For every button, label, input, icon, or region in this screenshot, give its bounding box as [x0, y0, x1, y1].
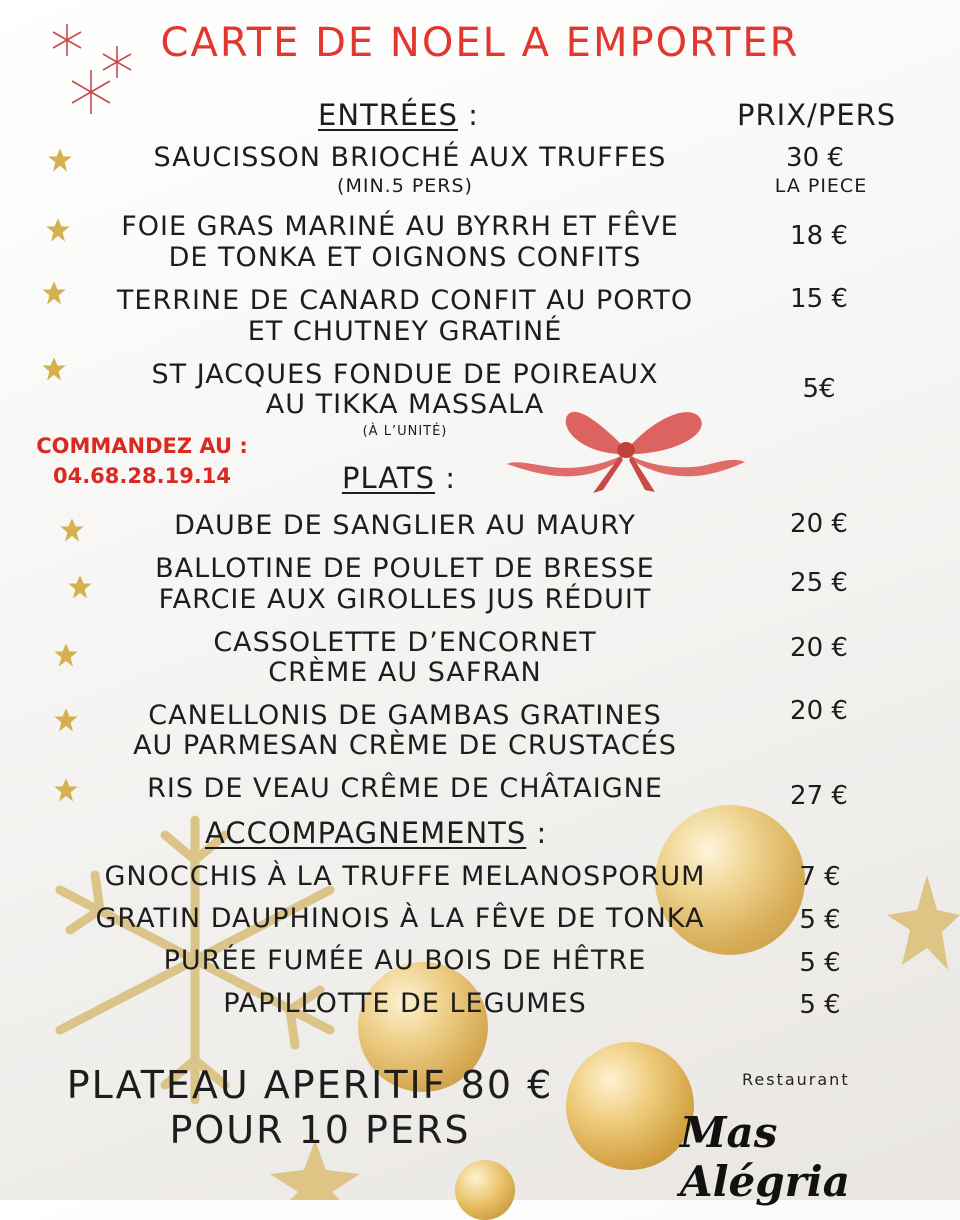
- menu-item-name-line2: FARCIE AUX GIROLLES JUS RÉDUIT: [158, 584, 652, 615]
- menu-item-price: 15 €: [790, 284, 848, 314]
- side-item-name: PAPILLOTTE DE LEGUMES: [223, 988, 587, 1019]
- side-item-name: GRATIN DAUPHINOIS À LA FÊVE DE TONKA: [95, 903, 705, 934]
- section-heading-accompagnements: ACCOMPAGNEMENTS :: [205, 816, 548, 850]
- star-icon: [52, 706, 80, 734]
- menu-item-name: FOIE GRAS MARINÉ AU BYRRH ET FÊVE: [121, 211, 679, 242]
- menu-item-name-line2: DE TONKA ET OIGNONS CONFITS: [168, 242, 642, 273]
- menu-item-name: CASSOLETTE D’ENCORNET: [213, 627, 597, 658]
- ribbon-bow-icon: [505, 398, 745, 498]
- logo-name: Mas Alégria: [680, 1108, 850, 1206]
- price-header: PRIX/PERS: [737, 98, 897, 132]
- order-number: 04.68.28.19.14: [52, 464, 232, 488]
- menu-item-note: (MIN.5 PERS): [337, 175, 473, 197]
- menu-item-name-line2: CRÈME AU SAFRAN: [268, 657, 542, 688]
- logo-restaurant-label: Restaurant: [742, 1070, 850, 1089]
- menu-item-price-note: LA PIECE: [774, 175, 868, 197]
- order-label: COMMANDEZ AU :: [36, 434, 248, 458]
- star-icon: [40, 355, 68, 383]
- menu-item-name: RIS DE VEAU CRÊME DE CHÂTAIGNE: [147, 773, 663, 804]
- menu-item-price: 5€: [802, 374, 836, 404]
- side-item-name: PURÉE FUMÉE AU BOIS DE HÊTRE: [163, 945, 647, 976]
- page-title: CARTE DE NOEL A EMPORTER: [160, 20, 800, 66]
- menu-item-name-line2: AU PARMESAN CRÈME DE CRUSTACÉS: [133, 730, 677, 761]
- section-heading-plats: PLATS :: [342, 461, 457, 495]
- menu-item-price: 25 €: [790, 568, 848, 598]
- star-icon: [52, 641, 80, 669]
- menu-item-name: CANELLONIS DE GAMBAS GRATINES: [148, 700, 662, 731]
- menu-item-name: TERRINE DE CANARD CONFIT AU PORTO: [116, 285, 694, 316]
- side-item-price: 7 €: [799, 862, 841, 892]
- section-heading-entrees: ENTRÉES :: [318, 98, 479, 132]
- side-item-price: 5 €: [799, 948, 841, 978]
- side-item-price: 5 €: [799, 905, 841, 935]
- menu-item-price: 27 €: [790, 781, 848, 811]
- order-phone: [0, 431, 284, 491]
- menu-item-note: (À L’UNITÉ): [362, 424, 448, 439]
- menu-item-price: 20 €: [790, 696, 848, 726]
- menu-item-price: 20 €: [790, 633, 848, 663]
- star-icon: [46, 146, 74, 174]
- side-item-price: 5 €: [799, 990, 841, 1020]
- star-icon: [40, 279, 68, 307]
- menu-item-name: ST JACQUES FONDUE DE POIREAUX: [151, 359, 659, 390]
- star-icon: [882, 870, 960, 980]
- menu-item-name-line2: AU TIKKA MASSALA: [265, 389, 545, 420]
- menu-item-name: SAUCISSON BRIOCHÉ AUX TRUFFES: [153, 142, 667, 173]
- aperitif-platter: PLATEAU APERITIF 80 €: [66, 1063, 554, 1107]
- star-icon: [52, 776, 80, 804]
- menu-item-name: BALLOTINE DE POULET DE BRESSE: [155, 553, 655, 584]
- menu-item-name: DAUBE DE SANGLIER AU MAURY: [174, 510, 636, 541]
- aperitif-platter-size: POUR 10 PERS: [169, 1108, 471, 1152]
- star-icon: [44, 216, 72, 244]
- menu-item-price: 18 €: [790, 221, 848, 251]
- christmas-ornament-icon: [455, 1160, 515, 1220]
- side-item-name: GNOCCHIS À LA TRUFFE MELANOSPORUM: [104, 861, 706, 892]
- menu-item-name-line2: ET CHUTNEY GRATINÉ: [247, 316, 563, 347]
- menu-item-price: 20 €: [790, 509, 848, 539]
- menu-item-price: 30 €: [786, 143, 844, 173]
